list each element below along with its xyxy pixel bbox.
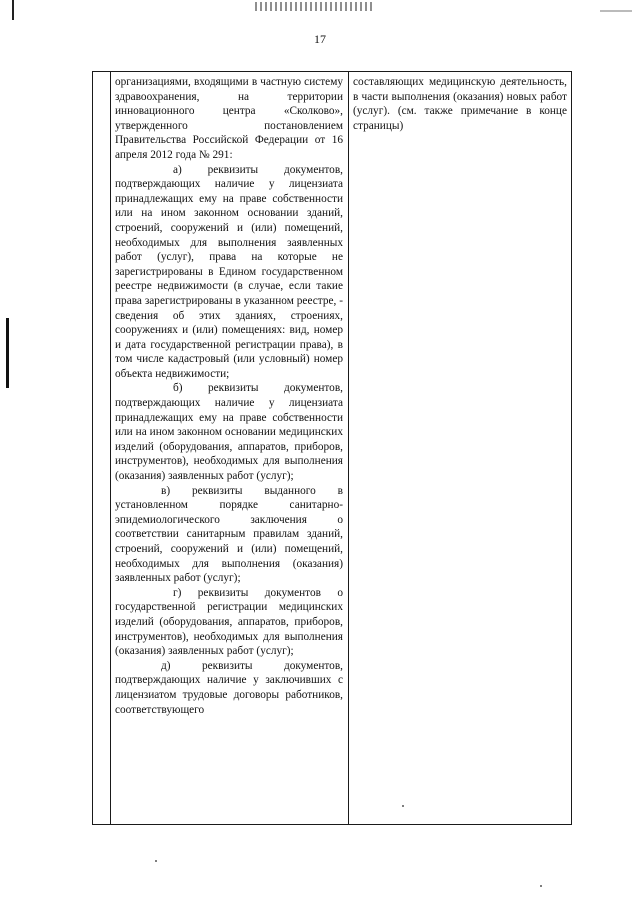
table-cell-requirements xyxy=(115,75,343,717)
paragraph-intro: организациями, входящими в частную систему здравоохранения, на территории инновационного центра «Сколково», утвержденного постановлением Правительства Российской Федерации от 16 апреля 2012 года № 291: xyxy=(115,76,343,161)
scan-speck xyxy=(540,885,542,887)
paragraph-item-v: в) реквизиты выданного в установленном порядке санитарно-эпидемиологического заключения о соответствии санитарным правилам зданий, строений, сооружений и (или) помещений, необходимых для выполнения (оказания) заявленных работ (услуг); xyxy=(115,484,343,585)
paragraph-item-a: а) реквизиты документов, подтверждающих наличие у лицензиата принадлежащих ему на праве собственности или на ином законном основании зданий, строений, сооружений и (или) помещений, необходимых для выполнения заявленных работ (услуг), права на которые не зарегистрированы в Едином государственном реестре недвижимости (в случае, если такие права зарегистрированы в указанном реестре, - сведения об этих зданиях, строениях, сооружениях и (или) помещениях: вид, номер и дата государственной регистрации права), в том числе кадастровый (или условный) номер объекта недвижимости; xyxy=(115,163,343,380)
scan-artifact-left-top xyxy=(12,0,14,20)
paragraph-note: составляющих медицинскую деятельность, в части выполнения (оказания) новых работ (услуг). (см. также примечание в конце страницы) xyxy=(353,76,567,132)
table-column-rule xyxy=(348,72,349,824)
scan-speck xyxy=(155,860,157,862)
page-number: 17 xyxy=(314,32,326,46)
scan-artifact-top xyxy=(255,2,375,11)
paragraph-item-b: б) реквизиты документов, подтверждающих наличие у лицензиата принадлежащих ему на праве собственности или на ином законном основании медицинских изделий (оборудования, аппаратов, приборов, инструментов), необходимых для выполнения (оказания) заявленных работ (услуг); xyxy=(115,382,343,483)
table-cell-notes xyxy=(353,75,567,133)
scan-artifact-left-mid xyxy=(6,318,9,388)
table-column-rule xyxy=(110,72,111,824)
document-table xyxy=(92,71,572,825)
paragraph-item-d: д) реквизиты документов, подтверждающих наличие у заключивших с лицензиатом трудовые договоры работников, соответствующего xyxy=(115,659,343,716)
paragraph-item-g: г) реквизиты документов о государственной регистрации медицинских изделий (оборудования, аппаратов, приборов, инструментов), необходимых для выполнения (оказания) заявленных работ (услуг); xyxy=(115,586,343,658)
scan-artifact-top-right xyxy=(600,10,632,12)
